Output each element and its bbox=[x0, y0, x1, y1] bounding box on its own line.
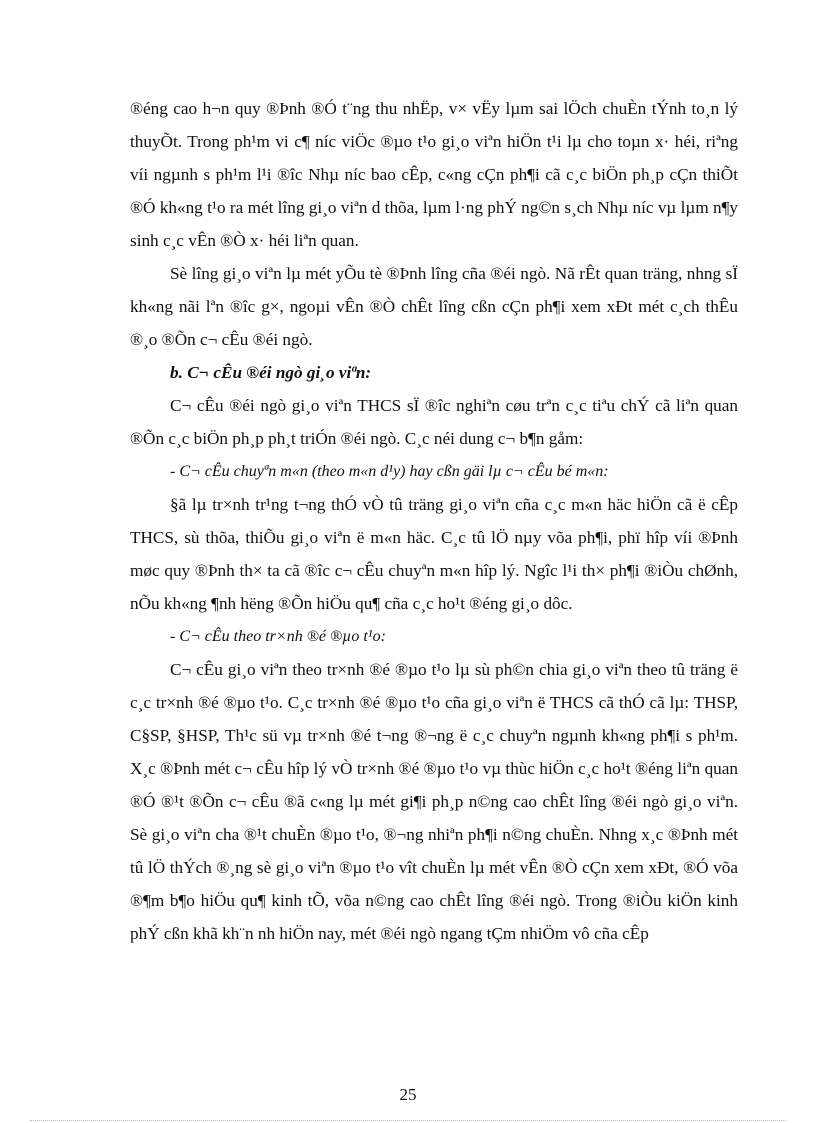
bullet-item-2: - C¬ cÊu theo tr×nh ®é ®µo t¹o: bbox=[170, 628, 386, 645]
paragraph-1: ®éng cao h¬n quy ®Þnh ®Ó t¨ng thu nhËp, v× vËy lµm sai lÖch chuÈn tÝnh to¸n lý thuyÕt. Trong ph¹m vi c¶ níc viÖc ®µo t¹o gi¸o viªn hiÖn t¹i lµ cho toµn x· héi, riªng víi ngµnh s ph¹m l¹i ®îc Nhµ níc bao cÊp, c«ng cÇn ph¶i cã c¸c biÖn ph¸p cÇn thiÕt ®Ó kh«ng t¹o ra mét lîng gi¸o viªn d thõa, lµm l·ng phÝ ng©n s¸ch Nhµ níc vµ lµm n¶y sinh c¸c vÊn ®Ò x· héi liªn quan. bbox=[130, 99, 738, 250]
paragraph-2: Sè lîng gi¸o viªn lµ mét yÕu tè ®Þnh lîng cña ®éi ngò. Nã rÊt quan träng, nhng sÏ kh«ng nãi lªn ®îc g×, ngoµi vÊn ®Ò chÊt lîng cßn cÇn ph¶i xem xÐt mét c¸ch thÊu ®¸o ®Õn c¬ cÊu ®éi ngò. bbox=[130, 264, 738, 349]
page-body bbox=[130, 92, 738, 950]
paragraph-3: C¬ cÊu ®éi ngò gi¸o viªn THCS sÏ ®îc nghiªn cøu trªn c¸c tiªu chÝ cã liªn quan ®Õn c¸c biÖn ph¸p ph¸t triÓn ®éi ngò. C¸c néi dung c¬ b¶n gåm: bbox=[130, 396, 738, 448]
paragraph-5: C¬ cÊu gi¸o viªn theo tr×nh ®é ®µo t¹o lµ sù ph©n chia gi¸o viªn theo tû träng ë c¸c tr×nh ®é ®µo t¹o. C¸c tr×nh ®é ®µo t¹o cña gi¸o viªn ë THCS cã thÓ cã lµ: THSP, C§SP, §HSP, Th¹c sü vµ tr×nh ®é t¬ng ®¬ng ë c¸c chuyªn ngµnh kh«ng ph¶i s ph¹m. X¸c ®Þnh mét c¬ cÊu hîp lý vÒ tr×nh ®é ®µo t¹o vµ thùc hiÖn c¸c ho¹t ®éng liªn quan ®Ó ®¹t ®Õn c¬ cÊu ®ã c«ng lµ mét gi¶i ph¸p n©ng cao chÊt lîng ®éi ngò gi¸o viªn. Sè gi¸o viªn cha ®¹t chuÈn ®µo t¹o, ®¬ng nhiªn ph¶i n©ng chuÈn. Nhng x¸c ®Þnh mét tû lÖ thÝch ®¸ng sè gi¸o viªn ®µo t¹o vît chuÈn lµ mét vÊn ®Ò cÇn xem xÐt, ®Ó võa ®¶m b¶o hiÖu qu¶ kinh tÕ, võa n©ng cao chÊt lîng ®éi ngò. Trong ®iÒu kiÖn kinh phÝ cßn khã kh¨n nh hiÖn nay, mét ®éi ngò ngang tÇm nhiÖm vô cña cÊp bbox=[130, 660, 738, 943]
paragraph-4: §ã lµ tr×nh tr¹ng t¬ng thÓ vÒ tû träng gi¸o viªn cña c¸c m«n häc hiÖn cã ë cÊp THCS, sù thõa, thiÕu gi¸o viªn ë m«n häc. C¸c tû lÖ nµy võa ph¶i, phï hîp víi ®Þnh møc quy ®Þnh th× ta cã ®îc c¬ cÊu chuyªn m«n hîp lý. Ngîc l¹i th× ph¶i ®iÒu chØnh, nÕu kh«ng ¶nh hëng ®Õn hiÖu qu¶ cña c¸c ho¹t ®éng gi¸o dôc. bbox=[130, 495, 738, 613]
bullet-item-1: - C¬ cÊu chuyªn m«n (theo m«n d¹y) hay cßn gäi lµ c¬ cÊu bé m«n: bbox=[170, 463, 609, 480]
page-number: 25 bbox=[399, 1085, 417, 1104]
section-heading-b: b. C¬ cÊu ®éi ngò gi¸o viªn: bbox=[170, 363, 372, 382]
page-bottom-divider bbox=[30, 1120, 786, 1121]
